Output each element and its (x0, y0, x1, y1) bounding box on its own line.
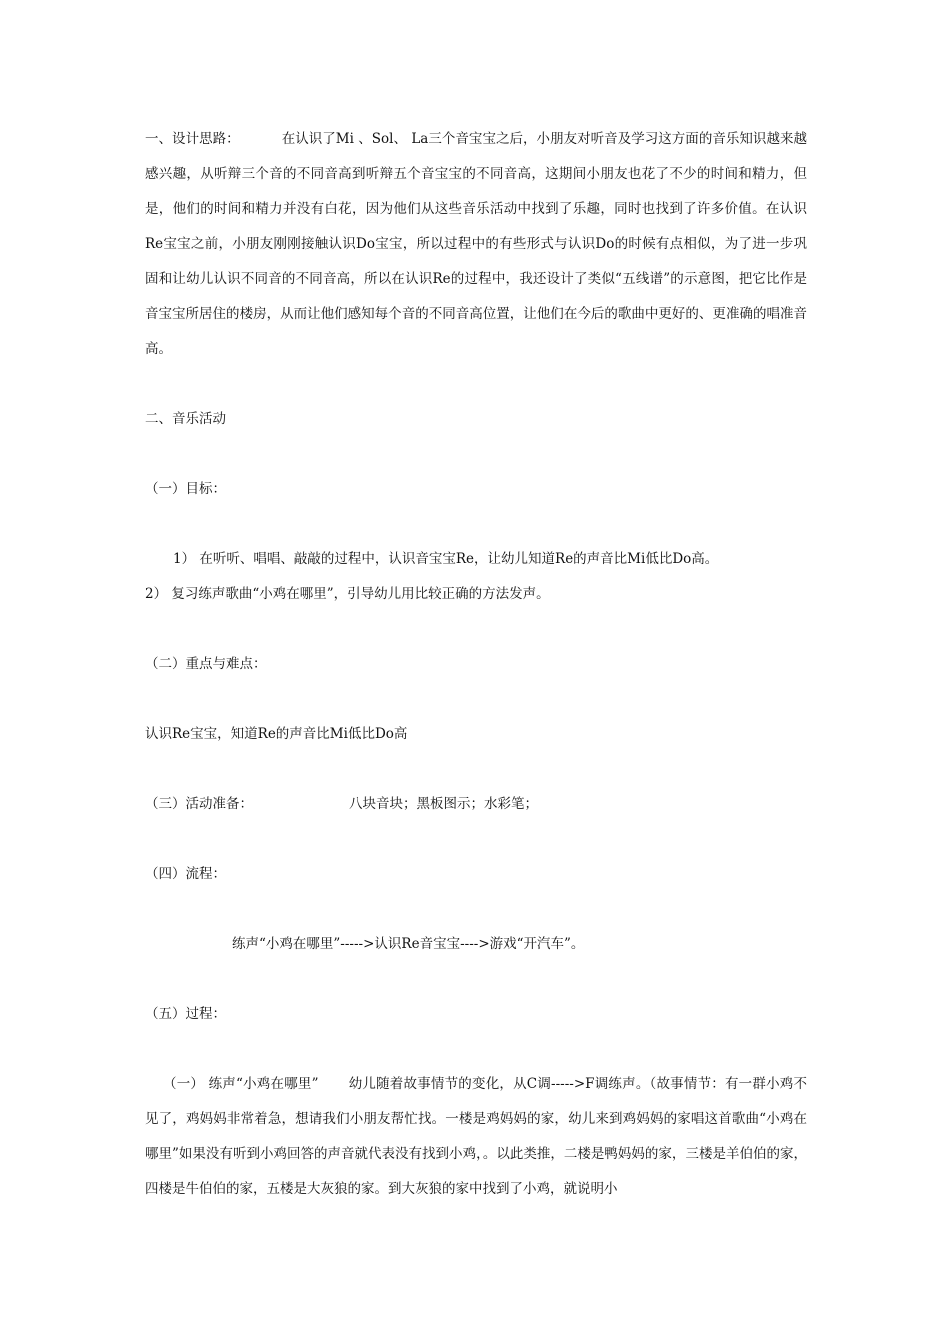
design-idea-heading: 一、设计思路： (145, 131, 240, 147)
focus-heading: （二）重点与难点： (145, 656, 267, 672)
goals-heading: （一）目标： (145, 481, 226, 497)
design-idea-paragraph (145, 122, 807, 367)
goal-item-1: 1） 在听听、唱唱、敲敲的过程中，认识音宝宝Re，让幼儿知道Re的声音比Mi低比Do高。 (173, 551, 719, 567)
music-activity-heading: 二、音乐活动 (145, 411, 226, 427)
prep-heading: （三）活动准备： (145, 796, 253, 812)
flow-text: 练声“小鸡在哪里”----->认识Re音宝宝---->游戏“开汽车”。 (232, 936, 585, 952)
prep-line (145, 787, 807, 822)
prep-text: 八块音块；黑板图示；水彩笔； (349, 796, 538, 812)
flow-heading: （四）流程： (145, 866, 226, 882)
goal-item-2: 2） 复习练声歌曲“小鸡在哪里”，引导幼儿用比较正确的方法发声。 (145, 586, 550, 602)
process-step-1-text: 幼儿随着故事情节的变化，从C调----->F调练声。（故事情节：有一群小鸡不见了，鸡妈妈非常着急，想请我们小朋友帮忙找。一楼是鸡妈妈的家，幼儿来到鸡妈妈的家唱这首歌曲“小鸡在哪里”如果没有听到小鸡回答的声音就代表没有找到小鸡，。以此类推，二楼是鸭妈妈的家，三楼是羊伯伯的家，四楼是牛伯伯的家，五楼是大灰狼的家。到大灰狼的家中找到了小鸡，就说明小 (145, 1076, 807, 1197)
process-step-1-paragraph (145, 1067, 807, 1207)
document-body (145, 122, 807, 1207)
process-heading: （五）过程： (145, 1006, 226, 1022)
focus-text: 认识Re宝宝，知道Re的声音比Mi低比Do高 (145, 726, 408, 742)
design-idea-text: 在认识了Mi 、Sol、 La三个音宝宝之后，小朋友对听音及学习这方面的音乐知识越来越感兴趣，从听辩三个音的不同音高到听辩五个音宝宝的不同音高，这期间小朋友也花了不少的时间和精力，但是，他们的时间和精力并没有白花，因为他们从这些音乐活动中找到了乐趣，同时也找到了许多价值。在认识Re宝宝之前，小朋友刚刚接触认识Do宝宝，所以过程中的有些形式与认识Do的时候有点相似，为了进一步巩固和让幼儿认识不同音的不同音高，所以在认识Re的过程中，我还设计了类似“五线谱”的示意图，把它比作是音宝宝所居住的楼房，从而让他们感知每个音的不同音高位置，让他们在今后的歌曲中更好的、更准确的唱准音高。 (145, 131, 807, 357)
process-step-1-label: （一） 练声“小鸡在哪里” (163, 1076, 319, 1092)
